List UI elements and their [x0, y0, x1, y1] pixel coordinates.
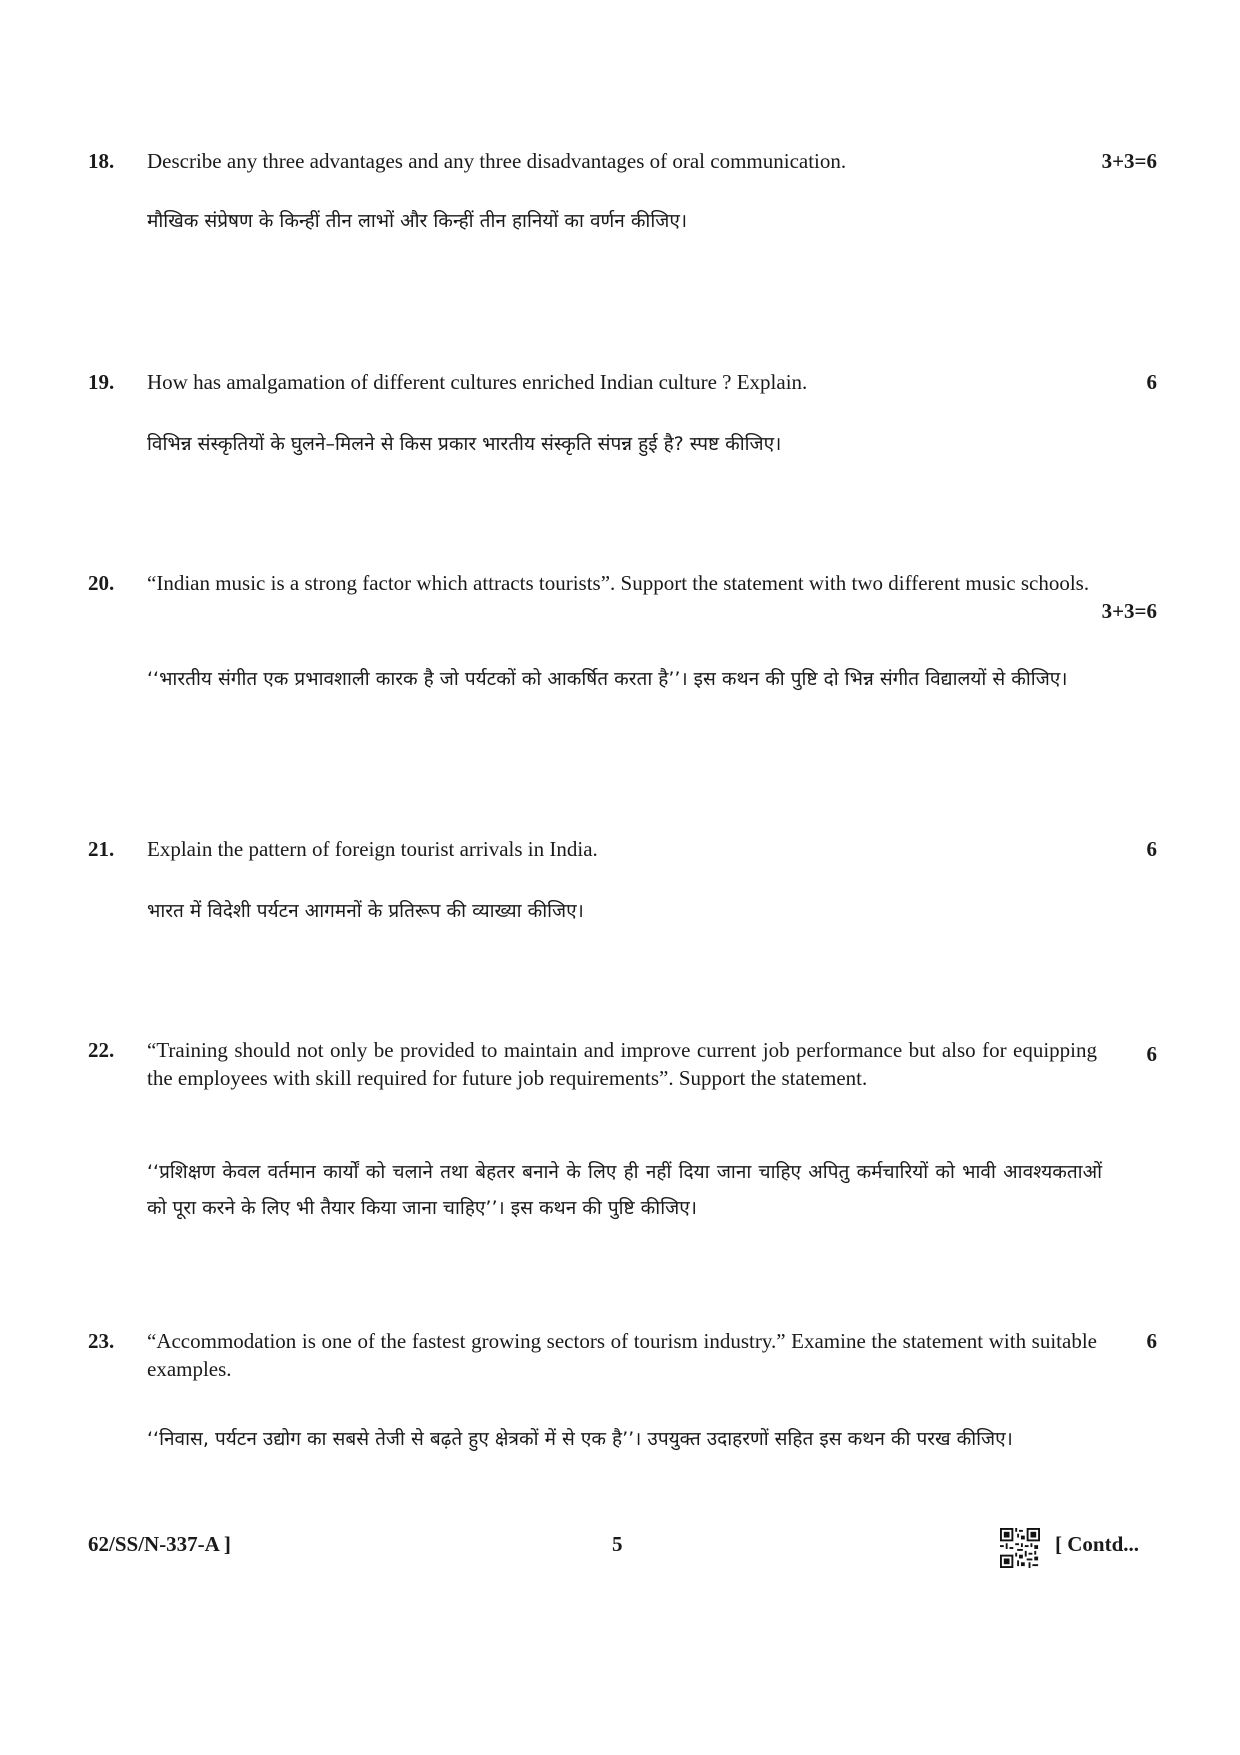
paper-code: 62/SS/N-337-A ]: [88, 1532, 231, 1556]
question-text-english: Describe any three advantages and any three disadvantages of oral communication.: [147, 149, 847, 173]
question-text-english: “Indian music is a strong factor which attracts tourists”. Support the statement with two different music schools.: [147, 571, 1090, 595]
qr-code-icon: [1000, 1528, 1040, 1568]
page-footer: [0, 1528, 1240, 1564]
question-number: 22.: [88, 1038, 115, 1062]
question-text-hindi: मौखिक संप्रेषण के किन्हीं तीन लाभों और किन्हीं तीन हानियों का वर्णन कीजिए।: [147, 210, 688, 232]
question-number: 23.: [88, 1329, 115, 1353]
question-number: 21.: [88, 837, 115, 861]
question-number: 19.: [88, 370, 115, 394]
question-marks: 6: [1146, 370, 1157, 394]
question-text-english: How has amalgamation of different cultures enriched Indian culture ? Explain.: [147, 370, 808, 394]
question-text-english: “Accommodation is one of the fastest growing sectors of tourism industry.” Examine the statement with suitable examples.: [147, 1329, 1097, 1381]
question-number: 18.: [88, 149, 115, 173]
question-text-hindi: विभिन्न संस्कृतियों के घुलने–मिलने से किस प्रकार भारतीय संस्कृति संपन्न हुई है? स्पष्ट कीजिए।: [147, 433, 782, 455]
continued-label: [ Contd...: [1055, 1532, 1140, 1556]
question-marks: 3+3=6: [1101, 599, 1157, 623]
question-text-english: Explain the pattern of foreign tourist arrivals in India.: [147, 837, 598, 861]
question-marks: 6: [1146, 1042, 1157, 1066]
page-number: 5: [612, 1532, 623, 1556]
question-marks: 6: [1146, 1329, 1157, 1353]
question-number: 20.: [88, 571, 115, 595]
question-text-english: “Training should not only be provided to maintain and improve current job performance but also for equipping the employees with skill required for future job requirements”. Support the statement.: [147, 1038, 1097, 1090]
question-text-hindi: ‘‘प्रशिक्षण केवल वर्तमान कार्यों को चलाने तथा बेहतर बनाने के लिए ही नहीं दिया जाना चाहिए अपितु कर्मचारियों को भावी आवश्यकताओं को पूरा करने के लिए भी तैयार किया जाना चाहिए’’। इस कथन की पुष्टि कीजिए।: [147, 1161, 1102, 1219]
question-text-hindi: भारत में विदेशी पर्यटन आगमनों के प्रतिरूप की व्याख्या कीजिए।: [147, 900, 584, 922]
question-marks: 3+3=6: [1101, 149, 1157, 173]
question-text-hindi: ‘‘भारतीय संगीत एक प्रभावशाली कारक है जो पर्यटकों को आकर्षित करता है’’। इस कथन की पुष्टि दो भिन्न संगीत विद्यालयों से कीजिए।: [147, 668, 1068, 690]
question-text-hindi: ‘‘निवास, पर्यटन उद्योग का सबसे तेजी से बढ़ते हुए क्षेत्रकों में से एक है’’। उपयुक्त उदाहरणों सहित इस कथन की परख कीजिए।: [147, 1428, 1013, 1450]
question-marks: 6: [1146, 837, 1157, 861]
